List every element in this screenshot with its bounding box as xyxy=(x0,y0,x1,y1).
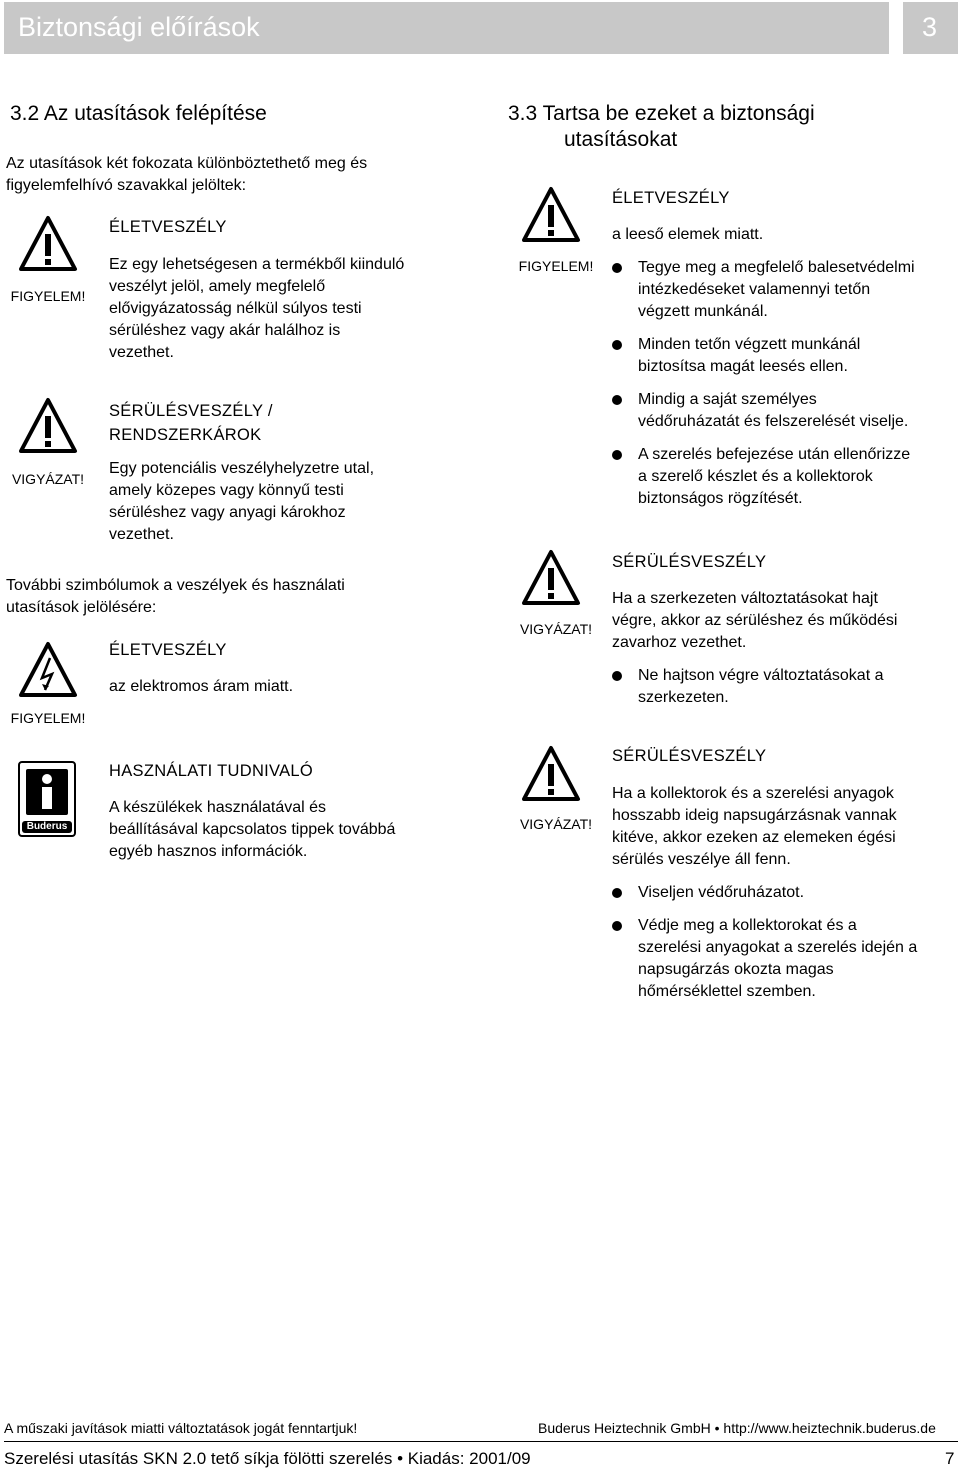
list-item xyxy=(638,882,804,904)
chapter-number: 3 xyxy=(922,12,938,42)
text-line: intézkedéseket valamennyi tetőn xyxy=(638,281,871,298)
info-icon xyxy=(18,761,76,837)
intro-text xyxy=(6,153,367,197)
info-i-glyph xyxy=(26,769,68,815)
text-line: Ez egy lehetségesen a termékből kiinduló xyxy=(109,256,405,273)
r1-text: a leeső elemek miatt. xyxy=(612,226,764,243)
list-item xyxy=(638,444,910,510)
text-line: egyéb hasznos információk. xyxy=(109,843,308,860)
signal-word: SÉRÜLÉSVESZÉLY xyxy=(612,747,767,765)
text-line: elővigyázatosság nélkül súlyos testi xyxy=(109,300,362,317)
text-line: amely közepes vagy könnyű testi xyxy=(109,482,344,499)
text-line: Minden tetőn végzett munkánál xyxy=(638,336,861,353)
text-line: napsugárzás okozta magas xyxy=(638,961,834,978)
warning-triangle-icon xyxy=(18,396,78,456)
list-item xyxy=(638,915,917,1003)
buderus-logo-text: Buderus xyxy=(22,821,72,833)
label-figyelem: FIGYELEM! xyxy=(10,288,86,304)
footer-left-note: A műszaki javítások miatti változtatások jogát fenntartjuk! xyxy=(4,1420,358,1436)
text-line: szerelési anyagokat a szerelés idején a xyxy=(638,939,918,956)
text-line: Védje meg a kollektorokat és a xyxy=(638,917,857,934)
text-line: További szimbólumok a veszélyek és használati xyxy=(6,577,345,594)
text-line: végzett munkánál. xyxy=(638,303,768,320)
block1-text xyxy=(109,254,404,364)
label-vigyazat: VIGYÁZAT! xyxy=(519,816,593,832)
header-bar xyxy=(4,2,889,54)
block4-text xyxy=(109,797,395,863)
text-line: Ne hajtson végre változtatásokat a xyxy=(638,667,884,684)
text-line: utasítások jelölésére: xyxy=(6,599,157,616)
intro-line: figyelemfelhívó szavakkal jelöltek: xyxy=(6,177,247,194)
text-line: Egy potenciális veszélyhelyzetre utal, xyxy=(109,460,375,477)
block3-text: az elektromos áram miatt. xyxy=(109,678,294,695)
text-line: kitéve, akkor ezeken az elemeken égési xyxy=(612,829,896,846)
warning-triangle-icon xyxy=(521,185,581,245)
list-item xyxy=(638,257,915,323)
text-line: végre, akkor az sérüléshez és működési xyxy=(612,612,898,629)
r3-text xyxy=(612,783,897,871)
r2-text xyxy=(612,588,897,654)
signal-line: SÉRÜLÉSVESZÉLY / xyxy=(109,402,273,420)
text-line: hőmérséklettel szemben. xyxy=(638,983,816,1000)
signal-word xyxy=(109,399,273,447)
signal-word: ÉLETVESZÉLY xyxy=(109,218,227,236)
text-line: vezethet. xyxy=(109,344,174,361)
list-item xyxy=(638,334,860,378)
text-line: sérüléshez vagy anyagi károkhoz xyxy=(109,504,346,521)
electric-hazard-icon xyxy=(18,640,78,700)
text-line: zavarhoz vezethet. xyxy=(612,634,747,651)
text-line: Mindig a saját személyes xyxy=(638,391,817,408)
text-line: veszélyt jelöl, amely megfelelő xyxy=(109,278,326,295)
page-title: Biztonsági előírások xyxy=(18,12,260,42)
text-line: a szerelő készlet és a kollektorok xyxy=(638,468,873,485)
section-heading-3-2: 3.2 Az utasítások felépítése xyxy=(10,102,267,125)
label-figyelem: FIGYELEM! xyxy=(10,710,86,726)
warning-triangle-icon xyxy=(521,744,581,804)
text-line: Ha a kollektorok és a szerelési anyagok xyxy=(612,785,894,802)
heading-line: 3.3 Tartsa be ezeket a biztonsági xyxy=(508,102,815,125)
intro-line: Az utasítások két fokozata különböztethető meg és xyxy=(6,155,368,172)
text-line: vezethet. xyxy=(109,526,174,543)
block2-text xyxy=(109,458,374,546)
text-line: sérülés veszélye áll fenn. xyxy=(612,851,791,868)
list-item xyxy=(638,389,908,433)
heading-line: utasításokat xyxy=(564,128,678,151)
text-line: hosszabb ideig napsugárzásnak vannak xyxy=(612,807,897,824)
warning-triangle-icon xyxy=(18,214,78,274)
footer-divider xyxy=(4,1441,958,1442)
signal-word: HASZNÁLATI TUDNIVALÓ xyxy=(109,762,314,780)
section-heading-3-3 xyxy=(508,101,815,153)
footer-right-note: Buderus Heiztechnik GmbH • http://www.heiztechnik.buderus.de xyxy=(538,1420,936,1436)
text-line: A szerelés befejezése után ellenőrizze xyxy=(638,446,911,463)
text-line: védőruházatát és felszerelését viselje. xyxy=(638,413,909,430)
text-line: sérüléshez vagy akár halálhoz is xyxy=(109,322,341,339)
signal-word: SÉRÜLÉSVESZÉLY xyxy=(612,553,767,571)
signal-word: ÉLETVESZÉLY xyxy=(109,641,227,659)
label-vigyazat: VIGYÁZAT! xyxy=(11,471,85,487)
text-line: biztosítsa magát leesés ellen. xyxy=(638,358,848,375)
text-line: Viseljen védőruházatot. xyxy=(638,884,805,901)
text-line: biztonságos rögzítését. xyxy=(638,490,803,507)
warning-triangle-icon xyxy=(521,548,581,608)
footer-doc-title: Szerelési utasítás SKN 2.0 tető síkja fölötti szerelés • Kiadás: 2001/09 xyxy=(4,1449,531,1468)
label-figyelem: FIGYELEM! xyxy=(518,258,594,274)
text-line: beállításával kapcsolatos tippek továbbá xyxy=(109,821,396,838)
signal-line: RENDSZERKÁROK xyxy=(109,426,262,444)
signal-word: ÉLETVESZÉLY xyxy=(612,189,730,207)
text-line: Ha a szerkezeten változtatásokat hajt xyxy=(612,590,878,607)
page-number: 7 xyxy=(945,1449,955,1468)
further-text xyxy=(6,575,345,619)
list-item xyxy=(638,665,883,709)
text-line: Tegye meg a megfelelő balesetvédelmi xyxy=(638,259,915,276)
chapter-box xyxy=(903,2,958,54)
label-vigyazat: VIGYÁZAT! xyxy=(519,621,593,637)
text-line: szerkezeten. xyxy=(638,689,729,706)
text-line: A készülékek használatával és xyxy=(109,799,327,816)
